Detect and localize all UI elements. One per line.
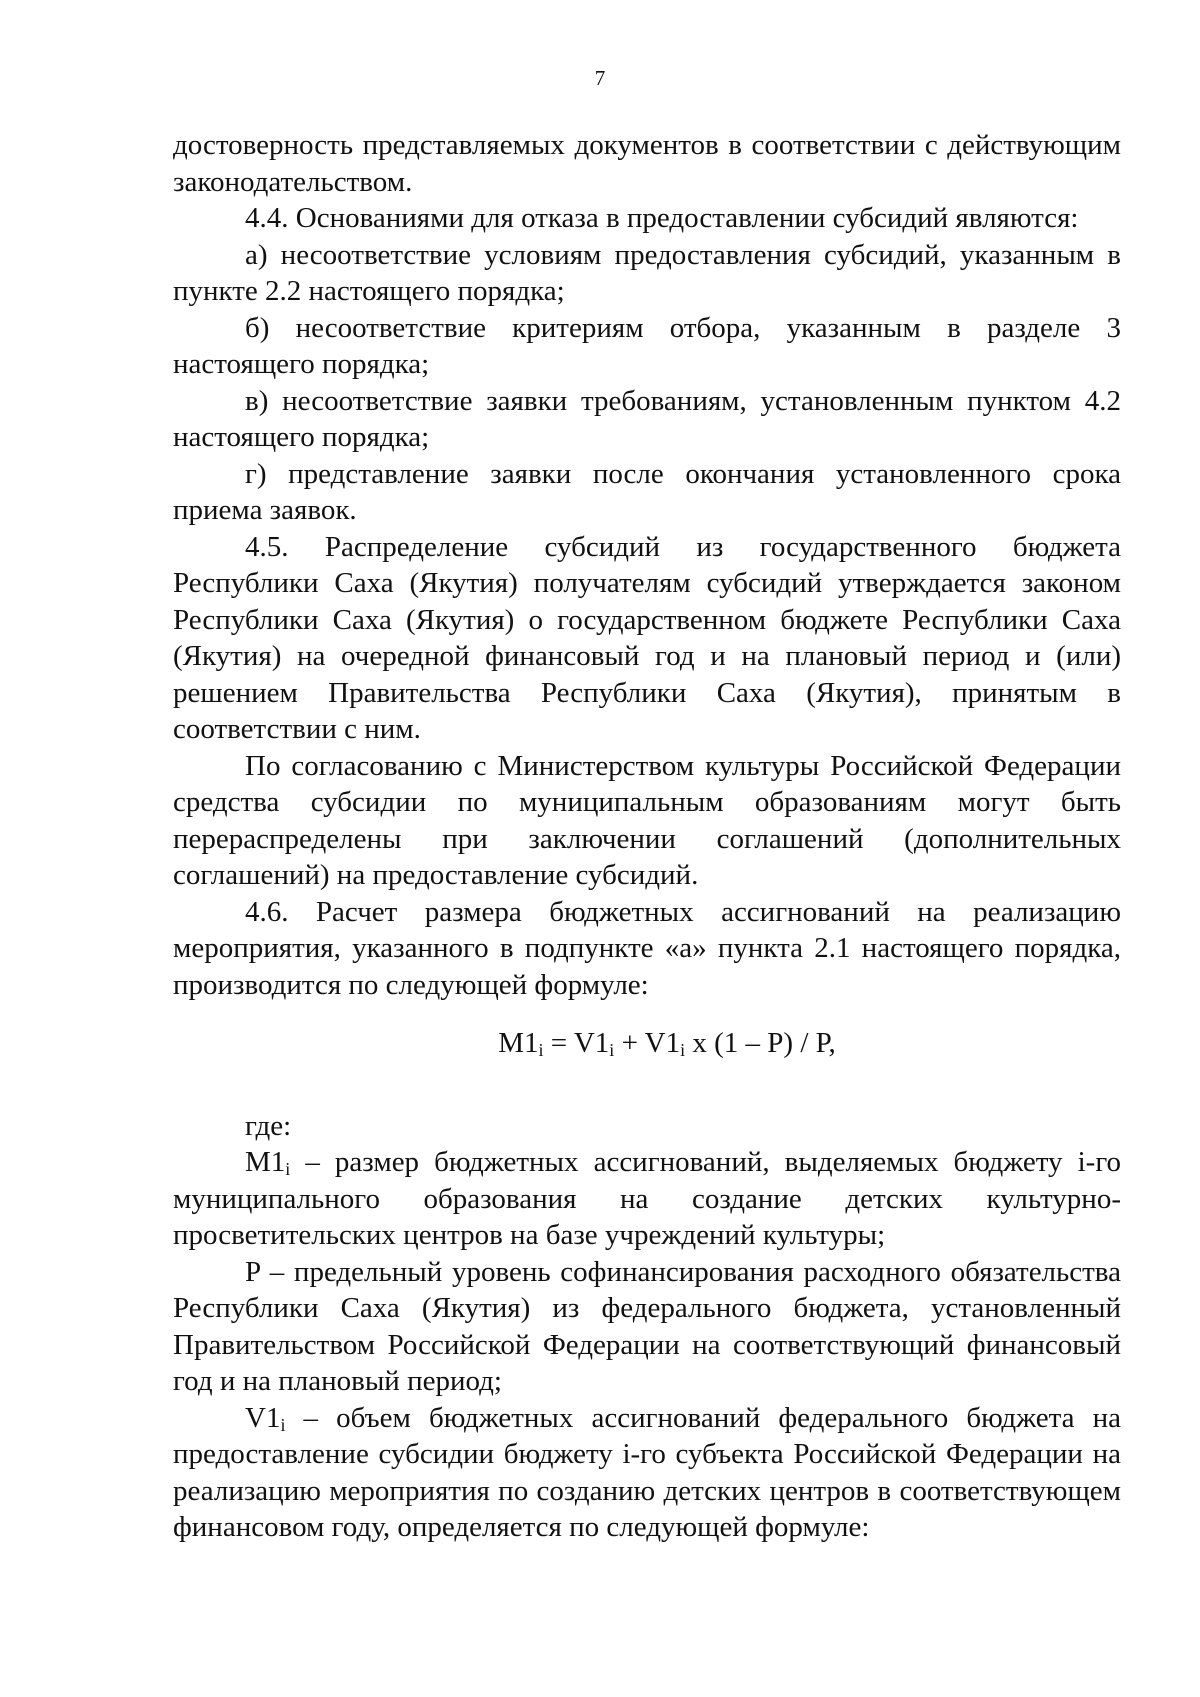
page-number: 7: [594, 66, 606, 90]
formula-v1-symbol: V1: [644, 1027, 681, 1059]
definition-m1-text: – размер бюджетных ассигнований, выделяемых бюджету i-го муниципального образования на создание детских культурно-просветительских центров на базе учреждений культуры;: [173, 1146, 1121, 1251]
list-item-g: г) представление заявки после окончания установленного срока приема заявок.: [173, 457, 1121, 526]
where-label: где:: [245, 1109, 292, 1142]
definition-v1-subscript: i: [280, 1414, 286, 1435]
list-item-a: а) несоответствие условиям предоставления субсидий, указанным в пункте 2.2 настоящего порядка;: [173, 238, 1121, 307]
paragraph-4-4: 4.4. Основаниями для отказа в предоставлении субсидий являются:: [245, 202, 1079, 234]
definition-m1-subscript: i: [285, 1159, 291, 1179]
paragraph-redistribution: По согласованию с Министерством культуры Российской Федерации средства субсидии по муниципальным образованиям могут быть перераспределены при заключении соглашений (дополнительных соглашений) на предоставление субсидий.: [173, 749, 1121, 891]
definition-m1-symbol: M1: [245, 1146, 286, 1178]
list-item-v: в) несоответствие заявки требованиям, установленным пунктом 4.2 настоящего порядка;: [173, 384, 1121, 453]
definition-v1-text: – объем бюджетных ассигнований федерального бюджета на предоставление субсидии бюджету i-го субъекта Российской Федерации на реализацию мероприятия по созданию детских центров в соответствующем финансовом году, определяется по следующей формуле:: [173, 1401, 1121, 1543]
formula-equals: =: [543, 1027, 574, 1059]
definition-v1-symbol: V1: [245, 1401, 281, 1434]
formula-v1-symbol: V1: [573, 1027, 610, 1059]
formula-subscript: i: [680, 1040, 686, 1060]
paragraph-4-6: 4.6. Расчет размера бюджетных ассигнований на реализацию мероприятия, указанного в подпункте «а» пункта 2.1 настоящего порядка, производится по следующей формуле:: [173, 895, 1121, 1001]
formula-subscript: i: [538, 1040, 544, 1060]
definition-p: P – предельный уровень софинансирования расходного обязательства Республики Саха (Якутия) из федерального бюджета, установленный Правительством Российской Федерации на соответствующий финансовый год и на плановый период;: [173, 1255, 1121, 1397]
formula-subscript: i: [609, 1040, 615, 1060]
document-body: [173, 127, 1121, 1546]
paragraph-4-5: 4.5. Распределение субсидий из государственного бюджета Республики Саха (Якутия) получателям субсидий утверждается законом Республики Саха (Якутия) о государственном бюджете Республики Саха (Якутия) на очередной финансовый год и на плановый период и (или) решением Правительства Республики Саха (Якутия), принятым в соответствии с ним.: [173, 530, 1121, 745]
definition-v1: [173, 1400, 1121, 1546]
list-item-b: б) несоответствие критериям отбора, указанным в разделе 3 настоящего порядка;: [173, 311, 1121, 380]
definition-m1: [173, 1144, 1121, 1254]
formula-tail: x (1 – P) / P,: [685, 1027, 836, 1059]
formula-m1: [173, 1025, 1121, 1062]
paragraph-continuation: достоверность представляемых документов в соответствии с действующим законодательством.: [173, 129, 1121, 198]
formula-m1-symbol: M1: [498, 1027, 539, 1059]
formula-plus: +: [614, 1027, 645, 1059]
